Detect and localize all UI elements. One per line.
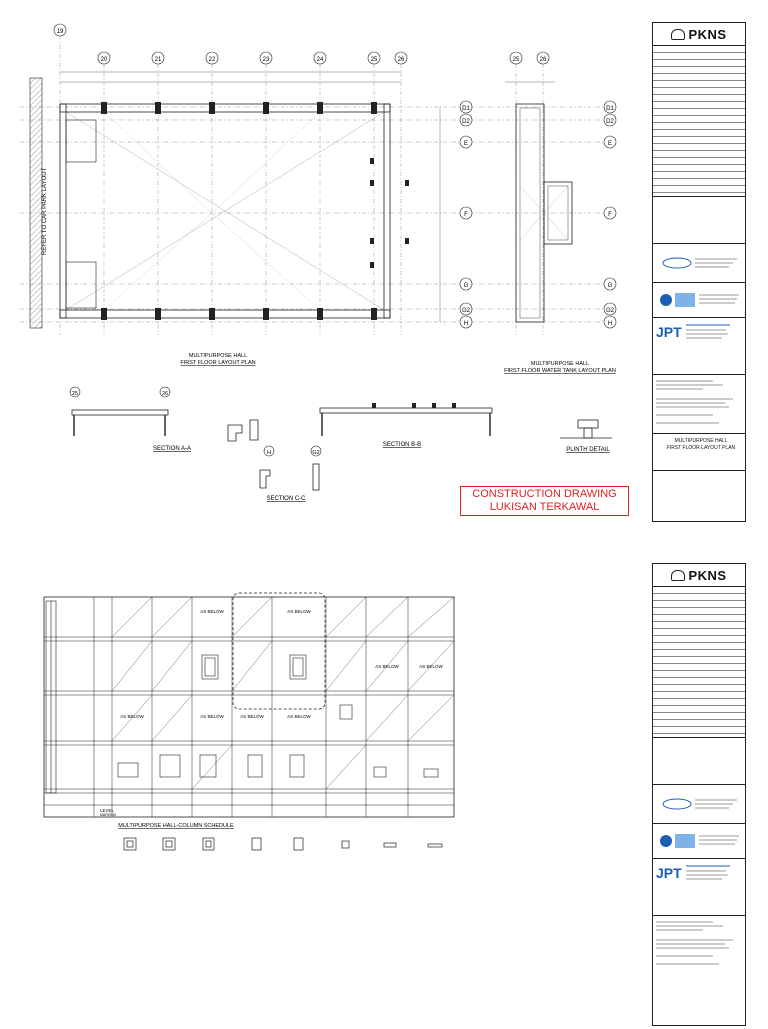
approval-box [653,737,745,784]
grid-label: G2 [312,450,320,456]
column-schedule-drawing [0,555,650,1024]
grid-label: H [607,321,613,327]
na-diagonals [112,597,454,789]
level-label: LEVEL [100,808,115,813]
engineer-box [653,282,745,317]
as-below-label: AS BELOW [287,609,311,614]
consultant-logo: JPT [656,865,682,881]
grid-label: 22 [208,57,216,63]
grid-bubbles-top [54,24,549,64]
grid-label: G [463,283,469,289]
plan-title: FIRST FLOOR LAYOUT PLAN [180,360,256,366]
grid-label: 19 [56,29,64,35]
schedule-floors [44,637,454,805]
grid-label: 20 [100,57,108,63]
grid-lines [20,36,605,335]
plan-title: MULTIPURPOSE HALL [188,353,248,359]
grid-bubbles-right [460,101,616,328]
grid-label: F [608,212,612,218]
schedule-frame [44,597,454,817]
grid-label: 23 [262,57,270,63]
consultant-logo: JPT [656,324,682,340]
section-c-c [260,446,321,502]
grid-label: 25 [370,57,378,63]
architect-box [653,784,745,823]
as-below-label: AS BELOW [200,609,224,614]
marking-label: MARKING [100,813,117,817]
notes-box [653,915,745,974]
title-block [652,563,746,1026]
revision-table [653,46,745,196]
grid-label: E [607,141,613,147]
schedule-title: MULTIPURPOSE HALL-COLUMN SCHEDULE [118,823,234,829]
grid-label: D2 [606,119,614,125]
detail-title: PLINTH DETAIL [566,447,610,453]
consultant-box [653,317,745,374]
client-logo [653,564,745,587]
as-below-label: AS BELOW [200,714,224,719]
title-block [652,22,746,522]
schedule-columns [94,597,408,817]
section-title: SECTION C-C [266,496,306,502]
grid-label: 26 [161,391,169,397]
first-floor-layout-drawing [0,0,650,530]
grid-label: G2 [461,308,471,314]
tank-plan-title: MULTIPURPOSE HALL [530,361,590,367]
logo-icon [671,570,685,581]
construction-drawing-stamp [460,486,629,516]
drawing-sheet-2 [0,555,768,1024]
column-detail-row [124,838,442,850]
grid-label: F [464,212,468,218]
stamp-line: LUKISAN TERKAWAL [489,501,600,513]
column-marks [101,102,409,320]
drawing-title: MULTIPURPOSE HALL [674,438,728,444]
grid-label: 24 [316,57,324,63]
section-b-b [320,403,492,448]
grid-label: 21 [154,57,162,63]
logo-icon [671,29,685,40]
hatched-wall [30,78,42,328]
grid-label: H [267,450,271,456]
drawing-title: FIRST FLOOR LAYOUT PLAN [666,445,736,451]
grid-label: E [463,141,469,147]
drawing-title-box [653,433,745,470]
stair-core [66,120,96,162]
tank-plan-title: FIRST FLOOR WATER TANK LAYOUT PLAN [504,368,616,374]
client-logo [653,23,745,46]
side-note: REFER TO CAR PARK LAYOUT [42,167,48,255]
elevation-strip [46,601,56,793]
stair-core [66,262,96,308]
section-title: SECTION B-B [382,442,422,448]
as-below-label: AS BELOW [419,664,443,669]
as-below-labels [120,609,443,719]
consultant-box [653,858,745,915]
revision-cloud [233,593,325,709]
notes-box [653,374,745,433]
grid-label: 26 [539,57,547,63]
drawing-number-box [653,470,745,485]
as-below-label: AS BELOW [287,714,311,719]
grid-label: 25 [512,57,520,63]
as-below-label: AS BELOW [240,714,264,719]
section-a-a [70,387,191,452]
grid-label: 26 [397,57,405,63]
main-plan-outline [60,104,390,318]
section-title: SECTION A-A [152,446,192,452]
architect-box [653,243,745,282]
plinth-detail [560,420,612,453]
as-below-label: AS BELOW [375,664,399,669]
grid-label: G2 [605,308,615,314]
grid-label: H [463,321,469,327]
grid-label: D1 [462,106,470,112]
grid-label: D2 [462,119,470,125]
stamp-line: CONSTRUCTION DRAWING [472,488,617,500]
as-below-label: AS BELOW [120,714,144,719]
client-name: PKNS [688,567,727,583]
approval-box [653,196,745,243]
grid-label: 25 [71,391,79,397]
grid-label: D1 [606,106,614,112]
engineer-box [653,823,745,858]
revision-table [653,587,745,737]
client-name: PKNS [688,26,727,42]
grid-label: G [607,283,613,289]
